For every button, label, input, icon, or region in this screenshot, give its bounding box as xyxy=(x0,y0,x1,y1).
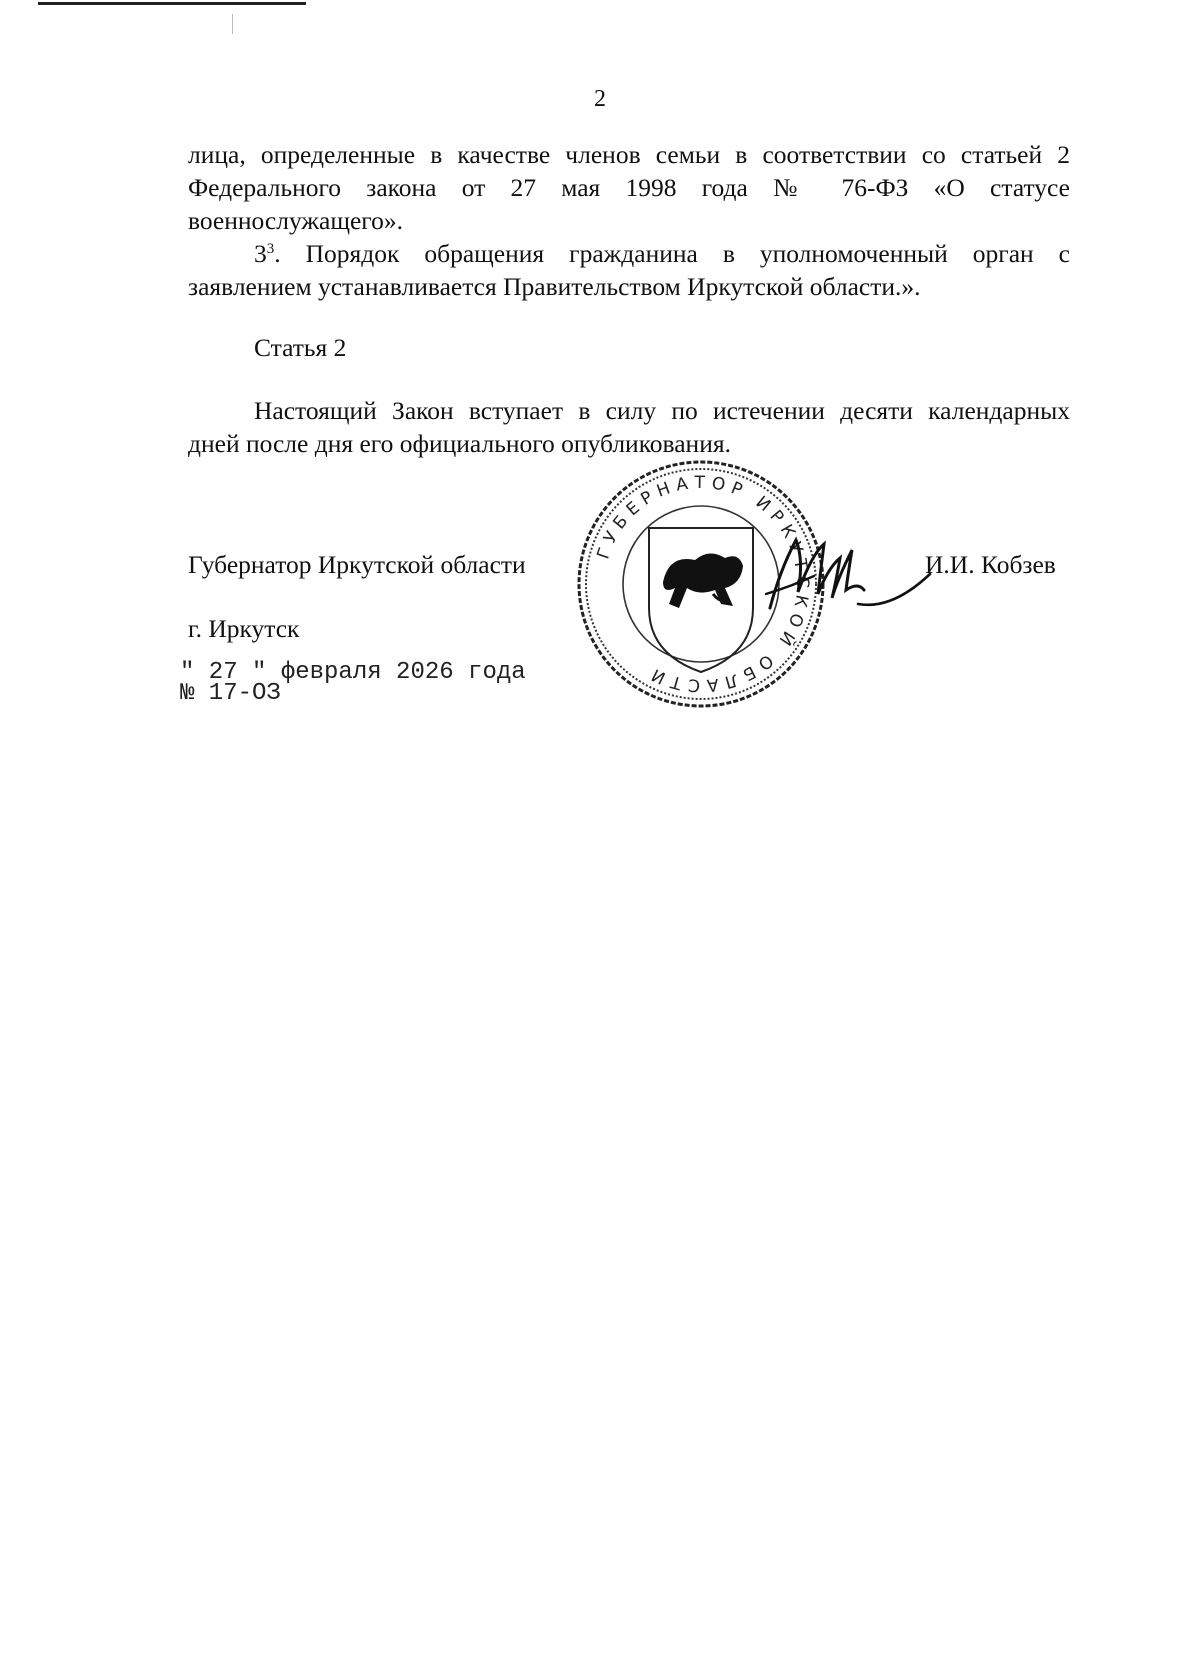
scan-artifact xyxy=(232,14,233,34)
seal-text: ГУБЕРНАТОР ИРКУТСКОЙ ОБЛАСТИ xyxy=(593,472,813,696)
family-members-paragraph xyxy=(188,138,1070,237)
paragraph-line: Настоящий Закон вступает в силу по истечении десяти календарных xyxy=(254,396,1070,425)
effect-paragraph xyxy=(188,394,1070,460)
article-heading: Статья 2 xyxy=(254,333,347,362)
page-number: 2 xyxy=(594,86,606,112)
signing-city: г. Иркутск xyxy=(188,614,300,643)
signatory-name: И.И. Кобзев xyxy=(925,550,1056,579)
signatory-title: Губернатор Иркутской области xyxy=(188,550,526,579)
scan-top-rule xyxy=(38,2,306,5)
signing-date: " 27 " февраля 2026 года xyxy=(180,659,526,686)
babr-emblem xyxy=(663,553,743,608)
clause-superscript: 3 xyxy=(266,241,275,257)
coat-of-arms-shield xyxy=(649,528,753,672)
paragraph-line xyxy=(188,237,1070,270)
handwritten-signature xyxy=(762,530,937,622)
paragraph-line: военнослужащего». xyxy=(188,206,403,235)
paragraph-line: Федерального закона от 27 мая 1998 года № 76-ФЗ «О статусе xyxy=(188,173,1070,202)
paragraph-line: заявлением устанавливается Правительством Иркутской области.». xyxy=(188,272,921,301)
law-number: № 17-ОЗ xyxy=(180,680,281,707)
paragraph-text: . Порядок обращения гражданина в уполномоченный орган с xyxy=(274,239,1070,268)
procedure-paragraph xyxy=(188,237,1070,303)
clause-number: 3 xyxy=(254,239,267,268)
paragraph-line: лица, определенные в качестве членов семьи в соответствии со статьей 2 xyxy=(188,140,1070,169)
paragraph-line: дней после дня его официального опубликования. xyxy=(188,429,731,458)
